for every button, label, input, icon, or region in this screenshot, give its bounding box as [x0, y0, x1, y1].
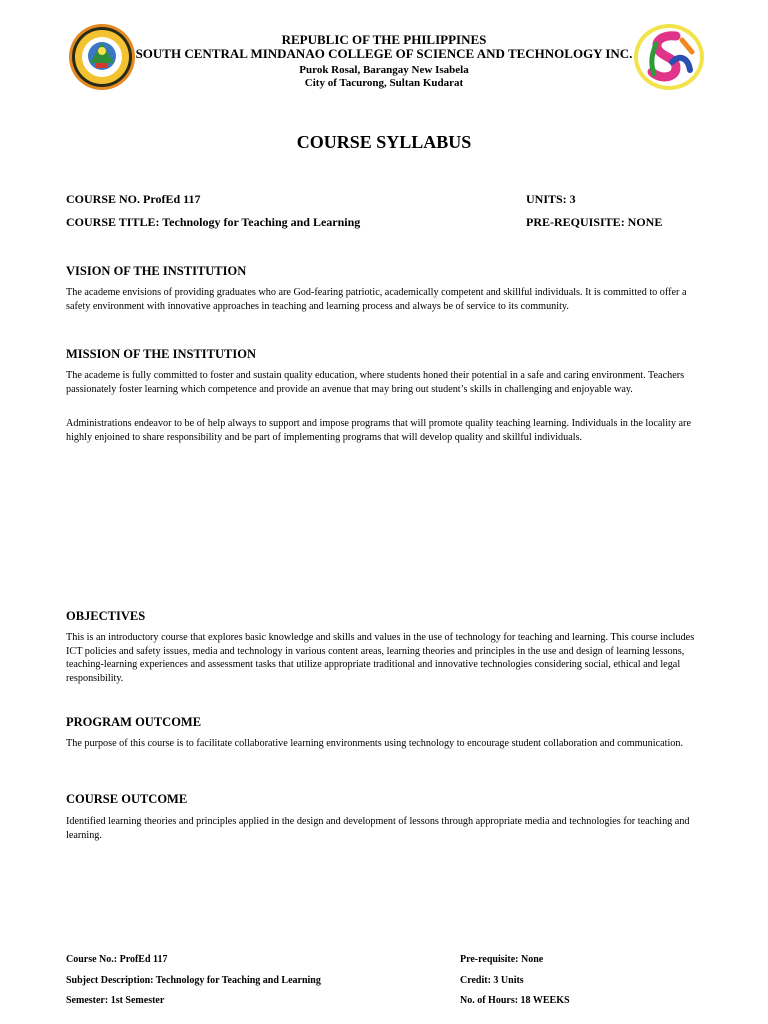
footer-subject-description: Subject Description: Technology for Teaching and Learning — [66, 975, 321, 986]
footer-credit: Credit: 3 Units — [460, 975, 524, 986]
course-outcome-text: Identified learning theories and principles applied in the design and development of lessons through appropriate media and technologies for teaching and learning. — [66, 816, 690, 841]
header-address-line2: City of Tacurong, Sultan Kudarat — [304, 77, 464, 89]
mission-text-1: The academe is fully committed to foster and sustain quality education, where students honed their potential in a safe and caring environment. Teachers passionately foster learning which competence and provide an avenue that may bring out student’s skills in challenging and enjoyable way. — [66, 370, 685, 395]
footer-semester: Semester: 1st Semester — [66, 995, 165, 1006]
course-units: UNITS: 3 — [526, 192, 576, 206]
vision-heading: VISION OF THE INSTITUTION — [66, 264, 247, 278]
vision-text: The academe envisions of providing graduates who are God-fearing patriotic, academically competent and skillful individuals. It is committed to offer a safety environment with innovative approaches in teaching and learning process and always be of service to its community. — [66, 287, 687, 312]
mission-text-2: Administrations endeavor to be of help always to support and impose programs that will promote quality teaching learning. Individuals in the locality are highly enjoined to share responsibility and be part of implementing programs that will develop quality and skillful individuals. — [66, 418, 691, 443]
program-outcome-heading: PROGRAM OUTCOME — [66, 715, 202, 729]
objectives-text: This is an introductory course that explores basic knowledge and skills and values in the use of technology for teaching and learning. This course includes ICT policies and safety issues, media and technology in various content areas, learning theories and principles in the use and design of learning lessons, teaching-learning experiences and assessment tasks that utilize appropriate traditional and innovative technologies considering social, ethical and legal responsibility. — [66, 632, 695, 684]
course-outcome-heading: COURSE OUTCOME — [66, 792, 188, 806]
footer-hours: No. of Hours: 18 WEEKS — [460, 995, 570, 1006]
header-college-name: SOUTH CENTRAL MINDANAO COLLEGE OF SCIENCE AND TECHNOLOGY INC. — [135, 46, 633, 61]
course-prerequisite: PRE-REQUISITE: NONE — [526, 215, 663, 229]
objectives-heading: OBJECTIVES — [66, 609, 146, 623]
header-address-line1: Purok Rosal, Barangay New Isabela — [299, 64, 469, 76]
course-number: COURSE NO. ProfEd 117 — [66, 192, 201, 206]
course-title: COURSE TITLE: Technology for Teaching and Learning — [66, 215, 361, 229]
program-outcome-text: The purpose of this course is to facilitate collaborative learning environments using technology to encourage student collaboration and communication. — [66, 738, 684, 749]
footer-prerequisite: Pre-requisite: None — [460, 954, 544, 965]
mission-heading: MISSION OF THE INSTITUTION — [66, 347, 256, 361]
footer-course-no: Course No.: ProfEd 117 — [66, 954, 168, 965]
page-title: COURSE SYLLABUS — [296, 132, 472, 152]
header-republic: REPUBLIC OF THE PHILIPPINES — [281, 32, 487, 47]
sm-logo — [632, 22, 706, 92]
